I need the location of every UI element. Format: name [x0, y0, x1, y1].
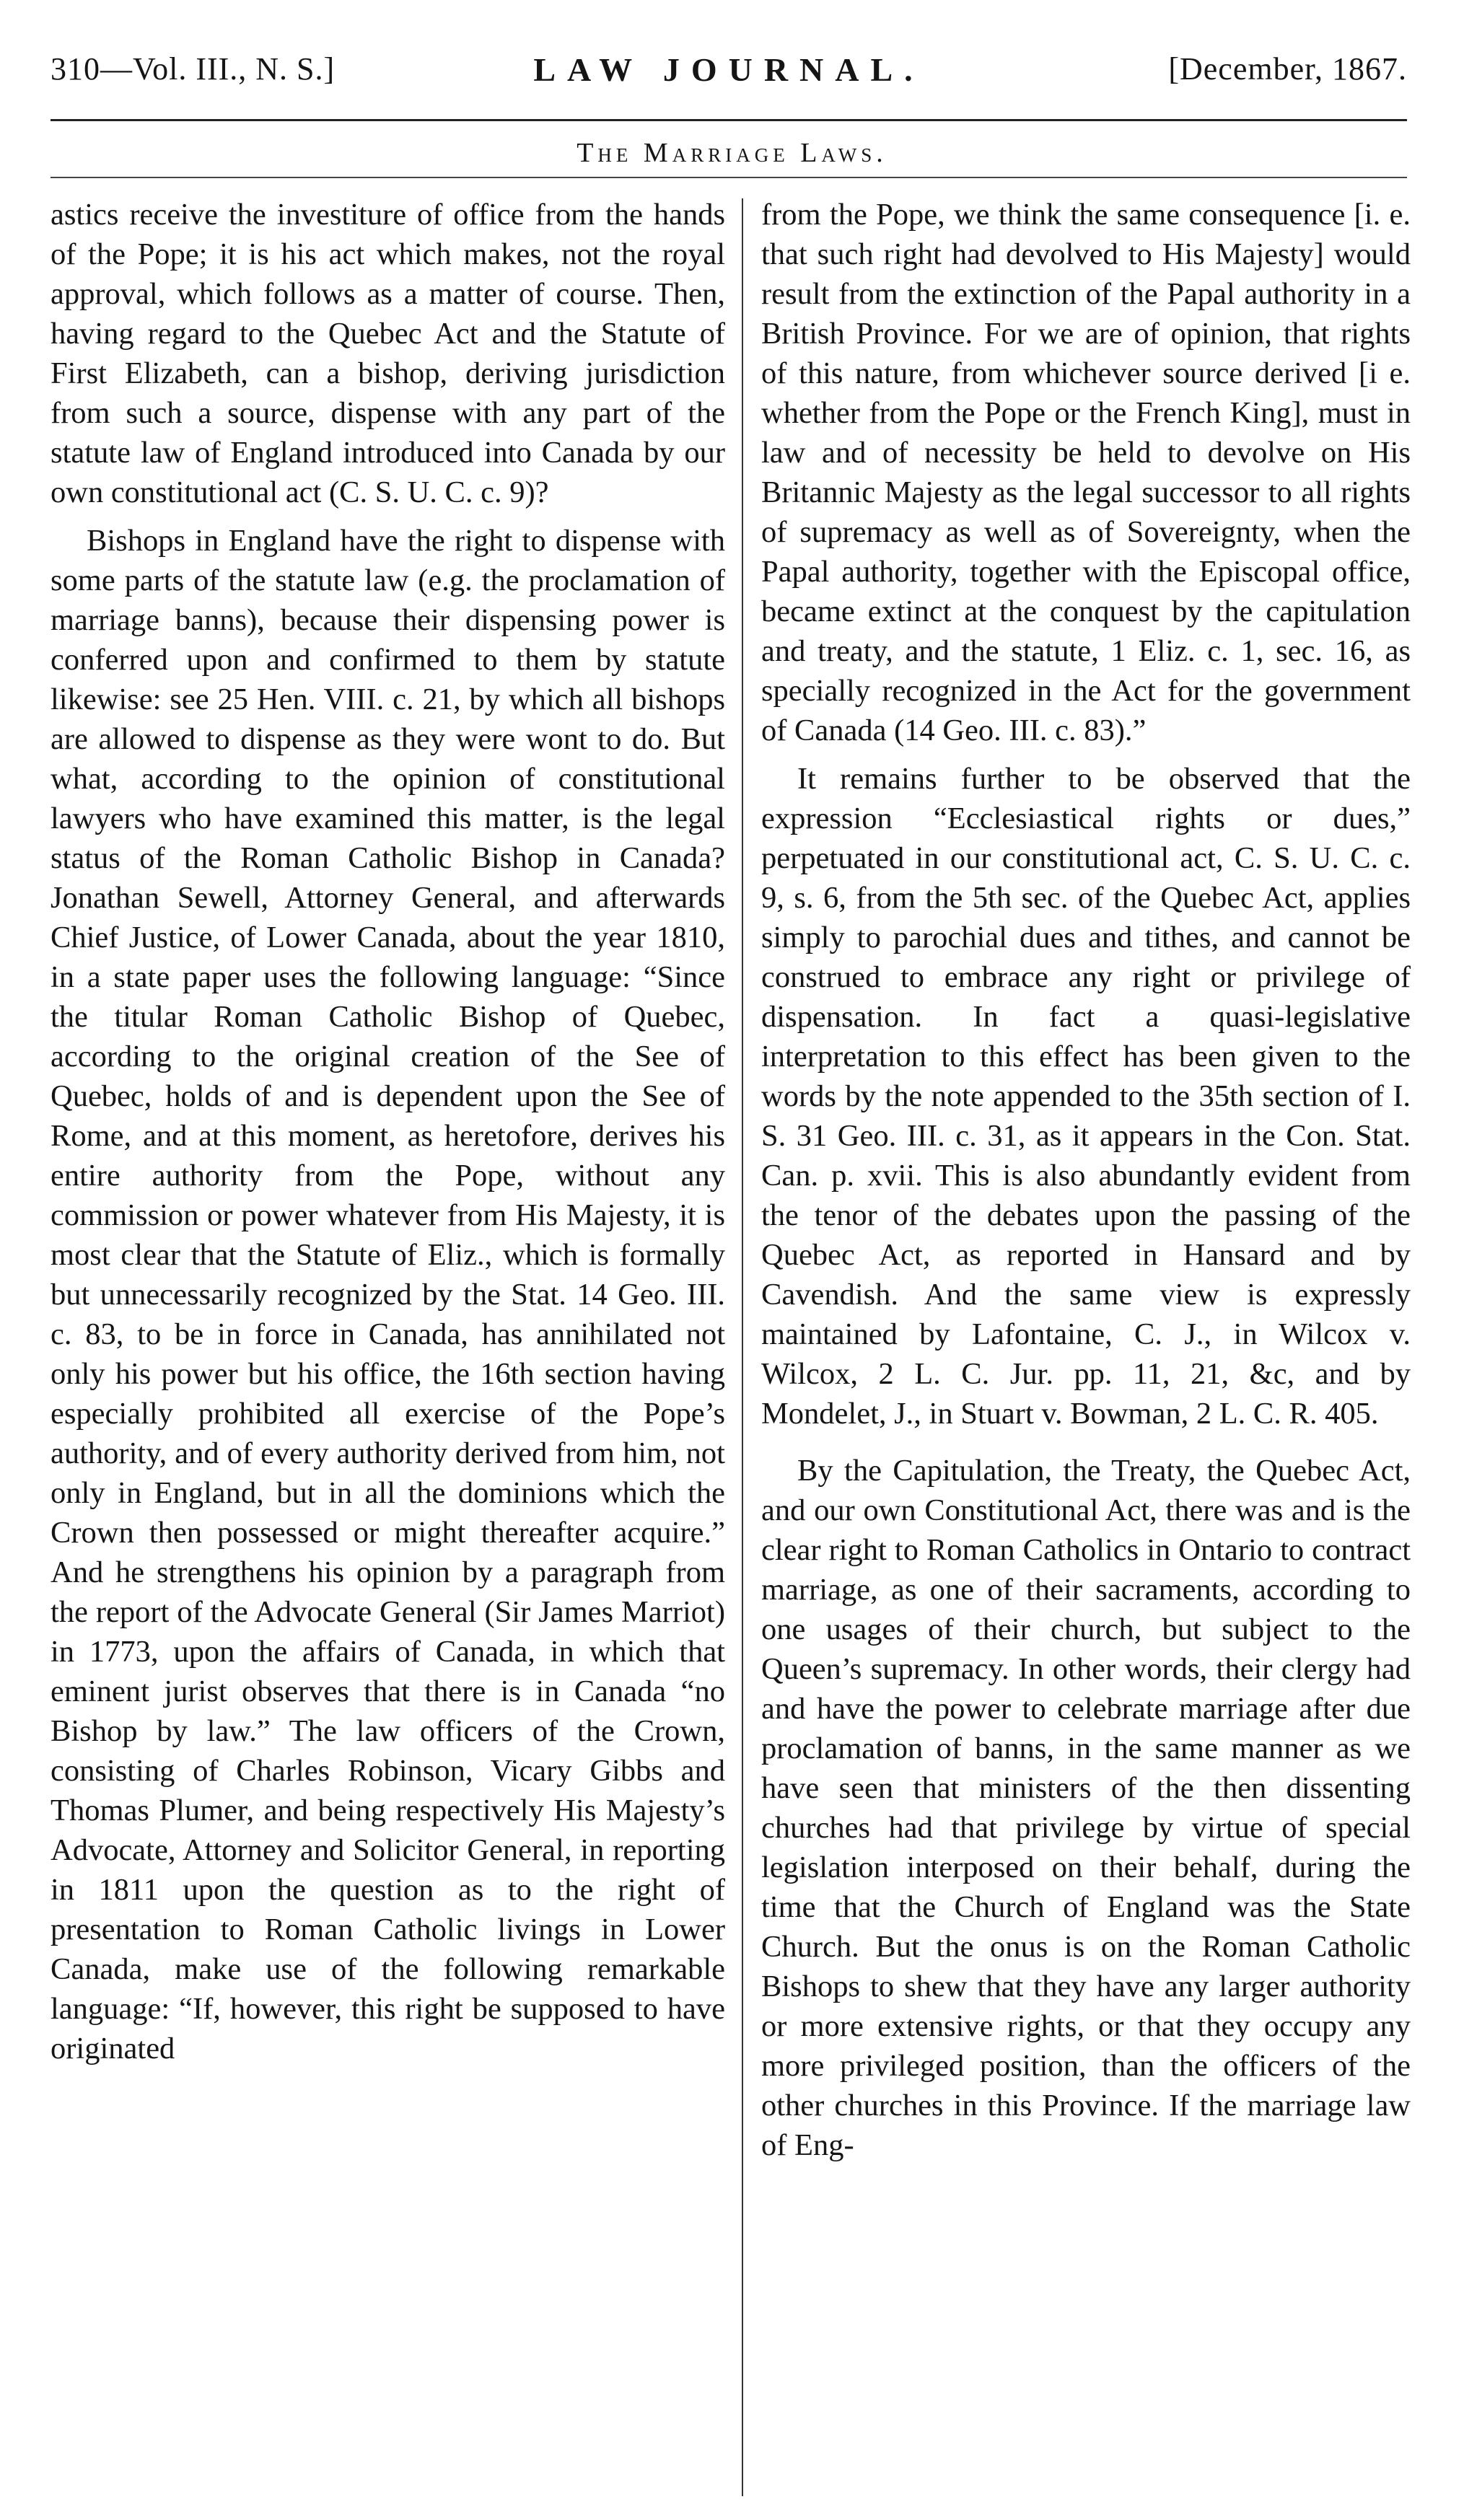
- section-title: The Marriage Laws.: [577, 138, 887, 168]
- paragraph: It remains further to be observed that the expression “Ecclesiastical rights or dues,” perpetuated in our constitutional act, C. S. U. C. c. 9, s. 6, from the 5th sec. of the Quebec Act, applies simply to parochial dues and tithes, and cannot be construed to embrace any right or privilege of dispensation. In fact a quasi-legislative interpretation to this effect has been given to the words by the note appended to the 35th section of I. S. 31 Geo. III. c. 31, as it appears in the Con. Stat. Can. p. xvii. This is also abundantly evident from the tenor of the debates upon the passing of the Quebec Act, as reported in Hansard and by Cavendish. And the same view is expressly maintained by Lafontaine, C. J., in Wilcox v. Wilcox, 2 L. C. Jur. pp. 11, 21, &c, and by Mondelet, J., in Stuart v. Bowman, 2 L. C. R. 405.: [761, 762, 1411, 1431]
- journal-title: LAW JOURNAL.: [533, 51, 924, 88]
- paragraph: Bishops in England have the right to dispense with some parts of the statute law (e.g. the proclamation of marriage banns), because their dispensing power is conferred upon and confirmed to them by statute likewise: see 25 Hen. VIII. c. 21, by which all bishops are allowed to dispense as they were wont to do. But what, according to the opinion of constitutional lawyers who have examined this matter, is the legal status of the Roman Catholic Bishop in Canada? Jonathan Sewell, Attorney General, and afterwards Chief Justice, of Lower Canada, about the year 1810, in a state paper uses the following language: “Since the titular Roman Catholic Bishop of Quebec, according to the original creation of the See of Quebec, holds of and is dependent upon the See of Rome, and at this moment, as heretofore, derives his entire authority from the Pope, without any commission or power whatever from His Majesty, it is most clear that the Statute of Eliz., which is formally but unnecessarily recognized by the Stat. 14 Geo. III. c. 83, to be in force in Canada, has annihilated not only his power but his office, the 16th section having especially prohibited all exercise of the Pope’s authority, and of every authority derived from him, not only in England, but in all the dominions which the Crown then possessed or might thereafter acquire.” And he strengthens his opinion by a paragraph from the report of the Advocate General (Sir James Marriot) in 1773, upon the affairs of Canada, in which that eminent jurist observes that there is in Canada “no Bishop by law.” The law officers of the Crown, consisting of Charles Robinson, Vicary Gibbs and Thomas Plumer, and being respectively His Majesty’s Advocate, Attorney and Solicitor General, in reporting in 1811 upon the question as to the right of presentation to Roman Catholic livings in Lower Canada, make use of the following remarkable language: “If, however, this right be supposed to have originated: [51, 524, 725, 2065]
- header-rule: [51, 119, 1407, 121]
- column-divider: [742, 198, 743, 2496]
- page-reference: 310—Vol. III., N. S.]: [51, 51, 336, 87]
- section-rule: [51, 177, 1407, 178]
- running-header: [51, 51, 1407, 115]
- paragraph: By the Capitulation, the Treaty, the Quebec Act, and our own Constitutional Act, there was and is the clear right to Roman Catholics in Ontario to contract marriage, as one of their sacraments, according to one usages of their church, but subject to the Queen’s supremacy. In other words, their clergy had and have the power to celebrate marriage after due proclamation of banns, in the same manner as we have seen that ministers of the then dissenting churches had that privilege by virtue of special legislation interposed on their behalf, during the time that the Church of England was the State Church. But the onus is on the Roman Catholic Bishops to shew that they have any larger authority or more extensive rights, or that they occupy any more privileged position, than the officers of the other churches in this Province. If the marriage law of Eng-: [761, 1454, 1411, 2162]
- issue-date: [December, 1867.: [1168, 51, 1407, 87]
- paragraph: from the Pope, we think the same consequence [i. e. that such right had devolved to His Majesty] would result from the extinction of the Papal authority in a British Province. For we are of opinion, that rights of this nature, from whichever source derived [i e. whether from the Pope or the French King], must in law and of necessity be held to devolve on His Britannic Majesty as the legal successor to all rights of supremacy as well as of Sovereignty, when the Papal authority, together with the Episcopal office, became extinct at the conquest by the capitulation and treaty, and the statute, 1 Eliz. c. 1, sec. 16, as specially recognized in the Act for the government of Canada (14 Geo. III. c. 83).”: [761, 198, 1411, 747]
- right-column: [761, 195, 1411, 2174]
- left-column: [51, 195, 725, 2077]
- paragraph: astics receive the investiture of office from the hands of the Pope; it is his act which makes, not the royal approval, which follows as a matter of course. Then, having regard to the Quebec Act and the Statute of First Elizabeth, can a bishop, deriving jurisdiction from such a source, dispense with any part of the statute law of England introduced into Canada by our own constitutional act (C. S. U. C. c. 9)?: [51, 198, 725, 509]
